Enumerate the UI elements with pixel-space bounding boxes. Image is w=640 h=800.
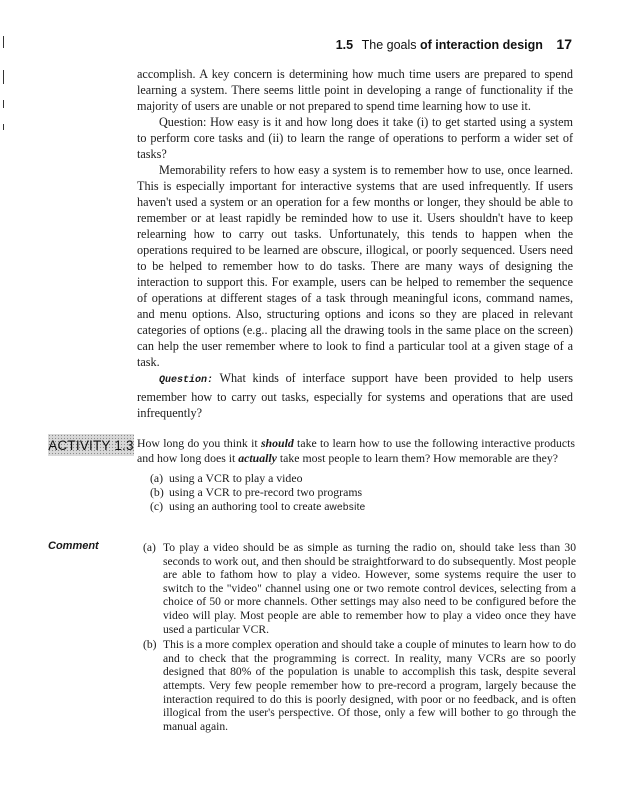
activity-question (137, 436, 575, 465)
activity-question-text: How long do you think it (137, 436, 261, 450)
comment-label: Comment (48, 540, 99, 552)
section-title-light: The goals (361, 38, 417, 52)
page-number: 17 (556, 36, 572, 52)
activity-question-text: take most people to learn them? How memorable are they? (276, 450, 558, 465)
list-item-label: (b) (143, 638, 157, 652)
list-item-label: (a) (150, 471, 164, 485)
list-item-text-main: using an authoring tool to create a (169, 499, 330, 513)
activity-question-text: take to learn how to use the following interactive products and how long does it (137, 436, 575, 465)
list-item (150, 485, 570, 499)
paragraph: accomplish. A key concern is determining how much time users are prepared to spend learning a system. There seems little point in developing a range of functionality if the majority of users are unable or not prepared to spend time learning how to use it. (137, 67, 573, 113)
list-item-label: (b) (150, 485, 164, 499)
running-header (336, 36, 572, 52)
section-number: 1.5 (335, 38, 354, 52)
body-text (137, 66, 573, 421)
activity-list (150, 471, 570, 515)
question-text: What kinds of interface support have been provided to help users remember how to carry out tasks, especially for systems and operations that are used infrequently? (137, 371, 573, 420)
list-item-text (169, 499, 366, 515)
list-item-text: using a VCR to pre-record two programs (169, 485, 363, 499)
section-title-bold: of interaction design (420, 38, 543, 52)
activity-label: ACTIVITY 1.3 (48, 437, 134, 453)
list-item-text-small: website (329, 502, 366, 513)
list-item (150, 471, 570, 485)
binding-edge-mark (3, 124, 4, 130)
list-item (150, 499, 570, 515)
list-item (143, 541, 576, 636)
binding-edge-mark (3, 70, 4, 84)
list-item-label: (a) (143, 541, 156, 554)
list-item-text: To play a video should be as simple as turning the radio on, should take less than 30 seconds to work out, and then should be straightforward to do subsequently. Most people are able to fathom how to play a video. However, some systems require the user to switch to the "video" channel using one or two remote control devices, selecting from a choice of 50 or more channels. Other settings may also need to be configured before the video will play. Most people are able to remember how to play a video once they have used a particular VCR. (163, 541, 577, 636)
list-item-label: (c) (150, 499, 164, 513)
binding-edge-mark (3, 36, 4, 48)
list-item (143, 638, 576, 733)
paragraph: Memorability refers to how easy a system is to remember how to use, once learned. This is especially important for interactive systems that are used infrequently. If users haven't used a system or an operation for a few months or longer, they should be able to remember or at least rapidly be reminded how to use it. Users shouldn't have to keep relearning how to carry out tasks. Unfortunately, this tends to happen when the operations required to be learned are obscure, illogical, or poorly sequenced. Users need to be helped to remember how to do tasks. There are many ways of designing the interaction to support this. For example, users can be helped to remember the sequence of operations at different stages of a task through meaningful icons, command names, and menu options. Also, structuring options and icons so they are placed in relevant categories of options (e.g.. placing all the drawing tools in the same place on the screen) can help the user remember where to look to find a particular tool at a given stage of a task. (137, 163, 573, 369)
comment-list (143, 541, 576, 735)
list-item-text: using a VCR to play a video (169, 471, 303, 485)
paragraph: Question: How easy is it and how long does it take (i) to get started using a system to perform core tasks and (ii) to learn the range of operations to perform a wider set of tasks? (137, 115, 573, 161)
emphasis: should (260, 436, 294, 450)
binding-edge-mark (3, 100, 4, 108)
activity-badge (48, 434, 134, 456)
list-item-text: This is a more complex operation and should take a couple of minutes to learn how to do and to check that the programming is correct. In reality, many VCRs are so poorly designed that 80% of the population is unable to accomplish this task, despite several attempts. Very few people remember how to pre-record a program, largely because the interaction required to do this is poorly designed, with poor or no feedback, and is often illogical from the user's perspective. Of those, only a few will bother to go through the manual again. (163, 638, 576, 733)
paragraph (137, 370, 573, 421)
question-label: Question: (159, 375, 214, 386)
emphasis: actually (238, 450, 277, 465)
